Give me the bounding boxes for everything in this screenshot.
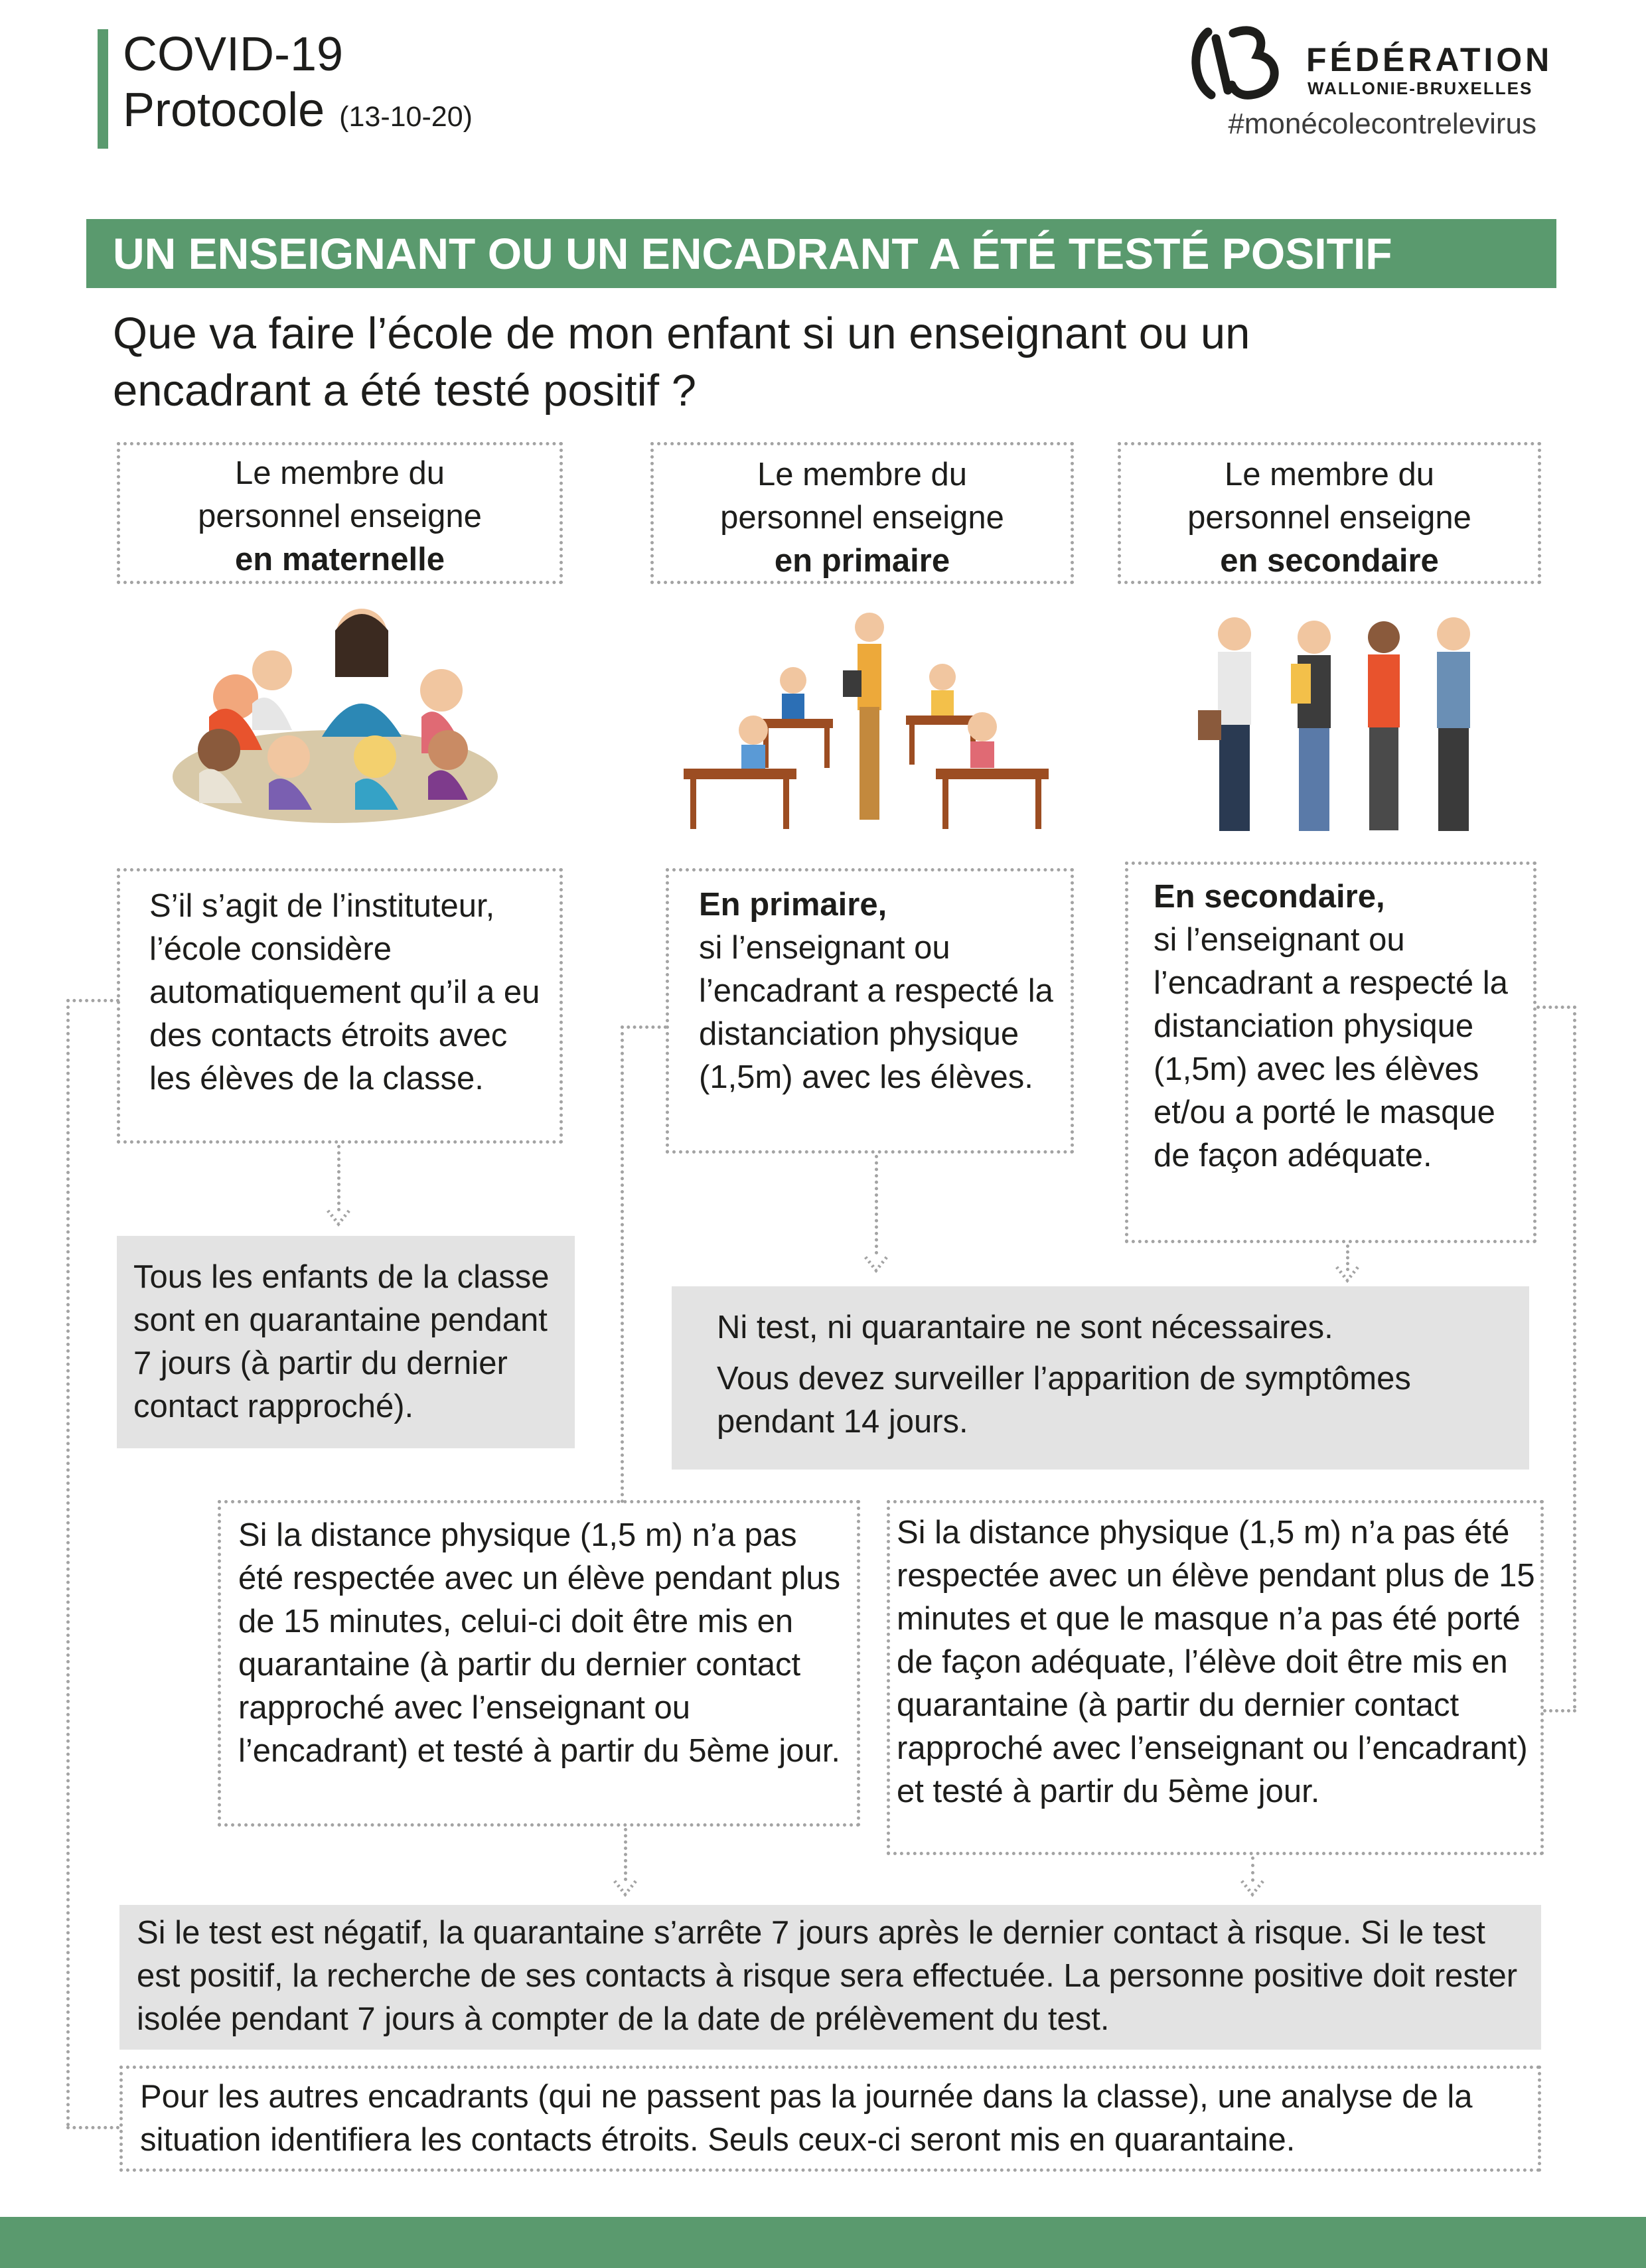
result-no-test: Ni test, ni quarantaire ne sont nécessaires. Vous devez surveiller l’apparition de symptômes pendant 14 jours. [672, 1286, 1529, 1470]
column-header-secondaire: Le membre du personnel enseigne en secondaire [1118, 442, 1541, 584]
case-secondaire-title: En secondaire, [1154, 879, 1385, 915]
condition-secondaire: Si la distance physique (1,5 m) n’a pas été respectée avec un élève pendant plus de 15 minutes et que le masque n’a pas été porté de façon adéquate, l’élève doit être mis en quarantaine (à partir du dernier contact rapproché avec l’enseignant ou l’encadrant) et testé à partir du 5ème jour. [887, 1500, 1544, 1855]
banner [86, 219, 1556, 288]
header-accent-bar [98, 29, 108, 149]
footer-bar [0, 2217, 1646, 2268]
question: Que va faire l’école de mon enfant si un enseignant ou un encadrant a été testé positif ? [113, 309, 1250, 416]
level-label: en primaire [774, 543, 950, 579]
level-label: en secondaire [1220, 543, 1439, 579]
teenagers-illustration [1185, 611, 1497, 840]
connector-line [1573, 1006, 1576, 1709]
connector-line [875, 1155, 878, 1254]
column-header-maternelle: Le membre du personnel enseigne en maternelle [117, 442, 563, 584]
connector-line [66, 999, 119, 1002]
connector-line [621, 1025, 624, 1503]
final-others: Pour les autres encadrants (qui ne passent pas la journée dans la classe), une analyse de la situation identifiera les contacts étroits. Seuls ceux-ci seront mis en quarantaine. [119, 2066, 1541, 2172]
page-title [123, 27, 473, 145]
arrow-down-icon [612, 1878, 638, 1898]
hashtag: #monécolecontrelevirus [1228, 108, 1536, 140]
connector-line [337, 1145, 340, 1211]
arrow-down-icon [1239, 1878, 1266, 1898]
arrow-down-icon [325, 1208, 352, 1228]
connector-line [66, 2126, 119, 2129]
connector-line [1543, 1709, 1576, 1712]
connector-line [624, 1828, 627, 1881]
case-primaire: En primaire, si l’enseignant ou l’encadrant a respecté la distanciation physique (1,5m) avec les élèves. [666, 868, 1074, 1154]
condition-primaire: Si la distance physique (1,5 m) n’a pas été respectée avec un élève pendant plus de 15 minutes, celui-ci doit être mis en quarantaine (à partir du dernier contact rapproché avec l’enseignant ou l’encadrant) et testé à partir du 5ème jour. [218, 1500, 860, 1827]
arrow-down-icon [1334, 1264, 1361, 1284]
connector-line [1536, 1006, 1576, 1009]
banner-title: UN ENSEIGNANT OU UN ENCADRANT A ÉTÉ TESTÉ POSITIF [113, 229, 1392, 278]
case-maternelle: S’il s’agit de l’instituteur, l’école considère automatiquement qu’il a eu des contacts étroits avec les élèves de la classe. [117, 868, 563, 1144]
arrow-down-icon [863, 1254, 889, 1274]
column-header-primaire: Le membre du personnel enseigne en primaire [650, 442, 1074, 584]
logo-sub: WALLONIE-BRUXELLES [1308, 78, 1533, 98]
classroom-illustration [684, 607, 1055, 836]
level-label: en maternelle [235, 542, 445, 577]
connector-line [621, 1025, 667, 1029]
protocol-date: (13-10-20) [339, 101, 473, 133]
connector-line [66, 999, 70, 2127]
fwb-logo-icon [1188, 19, 1288, 105]
case-secondaire: En secondaire, si l’enseignant ou l’encadrant a respecté la distanciation physique (1,5m) avec les élèves et/ou a porté le masque de façon adéquate. [1125, 862, 1536, 1243]
logo-name: FÉDÉRATION [1306, 41, 1553, 78]
final-test-result: Si le test est négatif, la quarantaine s’arrête 7 jours après le dernier contact à risque. Si le test est positif, la recherche de ses contacts à risque sera effectuée. La personne positive doit rester isolée pendant 7 jours à compter de la date de prélèvement du test. [119, 1905, 1541, 2050]
result-quarantine-all: Tous les enfants de la classe sont en quarantaine pendant 7 jours (à partir du dernier contact rapproché). [117, 1236, 575, 1448]
title-line1: COVID-19 [123, 28, 344, 81]
logo [1188, 19, 1553, 105]
title-line2: Protocole [123, 84, 325, 137]
case-primaire-title: En primaire, [699, 887, 887, 923]
children-circle-illustration [169, 597, 501, 830]
